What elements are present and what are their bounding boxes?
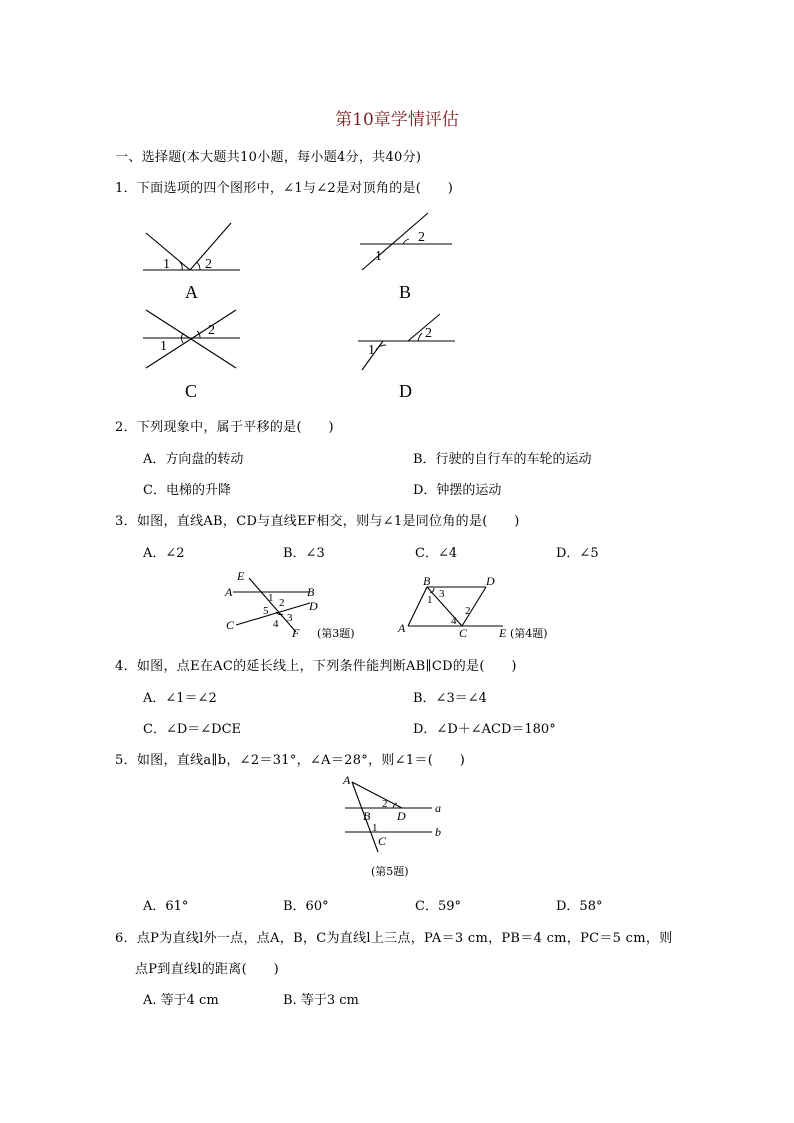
question-4-option-a[interactable]: A．∠1＝∠2 <box>143 691 217 706</box>
option-label-d: D <box>399 381 412 401</box>
question-2-option-d[interactable]: D．钟摆的运动 <box>413 483 502 498</box>
label-a: A <box>225 585 233 599</box>
angle-label-3: 3 <box>287 612 293 624</box>
label-e: E <box>237 569 245 583</box>
question-2-option-c[interactable]: C．电梯的升降 <box>143 483 231 498</box>
question-3-option-b[interactable]: B．∠3 <box>283 546 325 561</box>
angle-label-1: 1 <box>268 592 274 604</box>
option-label-a: A <box>185 282 198 302</box>
question-5-stem: 5．如图，直线a∥b，∠2＝31°，∠A＝28°，则∠1＝( ) <box>115 753 466 768</box>
angle-label-4: 4 <box>273 618 279 630</box>
question-2-option-a[interactable]: A．方向盘的转动 <box>143 452 244 467</box>
figure-caption: (第4题) <box>510 627 548 640</box>
angle-label-1: 1 <box>160 339 167 354</box>
angle-label-2: 2 <box>465 605 471 617</box>
label-line-b: b <box>435 825 441 839</box>
angle-label-3: 3 <box>439 588 445 600</box>
angle-label-1: 1 <box>163 257 170 272</box>
section-heading: 一、选择题(本大题共10小题，每小题4分，共40分) <box>115 150 422 165</box>
question-6-option-b[interactable]: B. 等于3 cm <box>283 993 359 1008</box>
label-d: D <box>486 574 495 588</box>
question-2-stem: 2．下列现象中，属于平移的是( ) <box>115 420 334 435</box>
label-d: D <box>309 599 318 613</box>
question-4-stem: 4．如图，点E在AC的延长线上，下列条件能判断AB∥CD的是( ) <box>115 659 517 674</box>
question-6-stem-line-2: 点P到直线l的距离( ) <box>135 962 279 977</box>
option-label-c: C <box>185 381 198 401</box>
angle-label-2: 2 <box>279 597 285 609</box>
angle-label-2: 2 <box>425 326 432 341</box>
angle-label-4: 4 <box>451 615 457 627</box>
label-f: F <box>292 626 300 640</box>
label-line-a: a <box>435 801 441 815</box>
angle-label-2: 2 <box>418 230 425 245</box>
label-c: C <box>459 626 468 640</box>
label-c: C <box>226 618 235 632</box>
question-3-option-c[interactable]: C．∠4 <box>415 546 458 561</box>
option-label-b: B <box>399 282 412 302</box>
question-5-option-b[interactable]: B．60° <box>283 899 329 914</box>
question-3-option-d[interactable]: D．∠5 <box>556 546 599 561</box>
page-title: 第10章学情评估 <box>335 110 459 130</box>
label-b: B <box>307 585 315 599</box>
label-c-point: C <box>378 834 387 848</box>
question-2-option-b[interactable]: B．行驶的自行车的车轮的运动 <box>413 452 592 467</box>
label-a-point: A <box>343 773 351 787</box>
figure-caption: (第5题) <box>371 865 409 878</box>
label-b: B <box>423 574 431 588</box>
question-3-stem: 3．如图，直线AB，CD与直线EF相交，则与∠1是同位角的是( ) <box>115 514 520 529</box>
angle-label-1: 1 <box>427 594 433 606</box>
question-6-option-a[interactable]: A. 等于4 cm <box>143 993 219 1008</box>
figure-caption: (第3题) <box>317 627 355 640</box>
question-6-stem-line-1: 6．点P为直线l外一点，点A，B，C为直线l上三点，PA＝3 cm，PB＝4 cm，PC＝5 cm，则 <box>115 931 673 946</box>
label-b-point: B <box>363 809 371 823</box>
angle-label-1: 1 <box>375 249 382 264</box>
angle-label-2: 2 <box>208 323 215 338</box>
question-3-option-a[interactable]: A．∠2 <box>143 546 185 561</box>
angle-label-1: 1 <box>372 822 378 834</box>
angle-label-2: 2 <box>382 798 388 810</box>
label-e: E <box>499 626 507 640</box>
question-4-option-d[interactable]: D．∠D＋∠ACD＝180° <box>413 722 556 737</box>
question-5-option-c[interactable]: C．59° <box>415 899 461 914</box>
angle-label-1: 1 <box>368 343 375 358</box>
label-a: A <box>398 621 406 635</box>
label-d-point: D <box>397 809 406 823</box>
question-5-option-d[interactable]: D．58° <box>556 899 603 914</box>
angle-label-2: 2 <box>205 257 212 272</box>
question-1-stem: 1．下面选项的四个图形中，∠1与∠2是对顶角的是( ) <box>115 181 454 196</box>
question-4-option-b[interactable]: B．∠3＝∠4 <box>413 691 487 706</box>
angle-label-5: 5 <box>263 605 269 617</box>
question-4-option-c[interactable]: C．∠D＝∠DCE <box>143 722 242 737</box>
question-5-option-a[interactable]: A．61° <box>143 899 189 914</box>
